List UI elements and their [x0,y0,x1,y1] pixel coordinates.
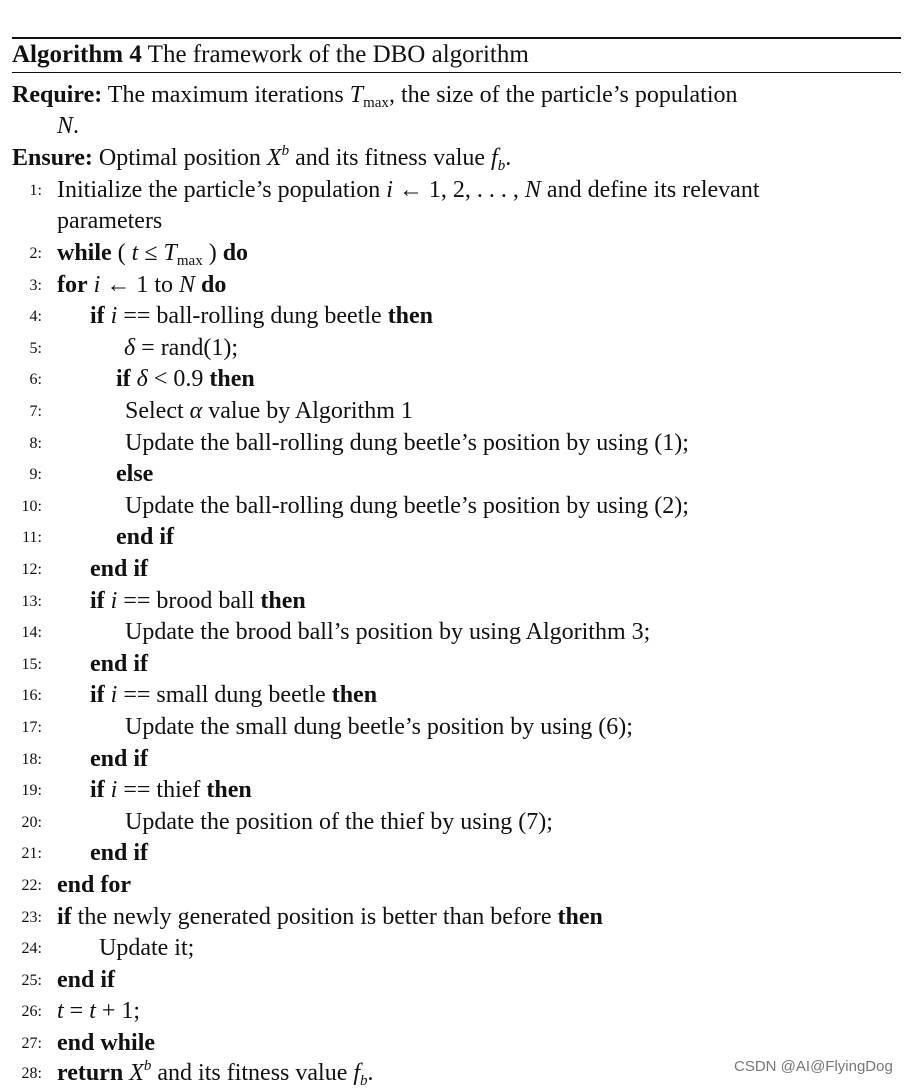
code-text: Update it; [99,935,195,961]
keyword: then [557,904,603,930]
math-var: T [163,240,177,266]
code-text: ( [111,240,132,266]
code-line-25 [12,965,902,996]
line-number: 24: [21,940,42,957]
line-number: 11: [22,529,42,546]
keyword: if [90,303,105,329]
line-number: 8: [29,435,42,452]
code-line-3 [12,270,902,301]
line-number: 27: [21,1035,42,1052]
code-line-13 [12,586,902,617]
code-text: == ball-rolling dung beetle [117,303,388,329]
keyword: if [90,588,105,614]
keyword: then [209,366,255,392]
keyword: do [201,272,227,298]
math-var: X [129,1060,144,1086]
code-text: ≤ [138,240,164,266]
code-text: Update the position of the thief by using (7); [125,809,553,835]
math-var: N [524,177,541,203]
code-line-5 [12,333,902,364]
code-line-14 [12,617,902,648]
keyword: end if [90,651,149,677]
code-line-9 [12,459,902,490]
math-subscript: max [176,253,203,269]
code-line-2 [12,238,902,269]
keyword: do [222,240,249,266]
keyword: then [331,682,378,708]
keyword: then [387,303,434,329]
code-text: ) [202,240,223,266]
keyword: if [116,366,131,392]
code-line-7 [12,396,902,427]
keyword: while [57,240,112,266]
code-text: Initialize the particle’s population [57,177,387,203]
math-subscript: b [360,1073,368,1089]
keyword: end if [57,967,116,993]
code-line-15 [12,649,902,680]
code-text: the newly generated position is better than before [71,904,558,930]
line-number: 3: [29,277,42,294]
line-number: 16: [21,687,42,704]
keyword: end while [57,1030,156,1056]
math-var: f [491,145,498,171]
line-number: 10: [21,498,42,515]
algorithm-label: Algorithm 4 [12,41,142,68]
math-var: i [386,177,393,203]
line-number: 26: [21,1003,42,1020]
math-superscript: b [143,1058,152,1074]
code-text: and define its relevant [540,177,760,203]
line-number: 22: [21,877,42,894]
line-number: 25: [21,972,42,989]
line-number: 17: [21,719,42,736]
code-line-18 [12,744,902,775]
keyword: end if [116,524,175,550]
ensure-text: and its fitness value [289,145,492,171]
line-number: 5: [29,340,42,357]
code-line-4 [12,301,902,332]
code-text: Update the small dung beetle’s position by using (6); [125,714,633,740]
math-var: δ [136,366,148,392]
math-var: t [131,240,139,266]
algorithm-title-text: The framework of the DBO algorithm [147,41,529,68]
code-text: == thief [117,777,207,803]
keyword: end for [57,872,131,898]
line-number: 2: [29,245,42,262]
keyword: end if [90,840,149,866]
code-line-12 [12,554,902,585]
code-text: Select [125,398,190,424]
line-number: 28: [21,1065,42,1082]
code-text: Update the ball-rolling dung beetle’s position by using (2); [125,493,689,519]
code-text: and its fitness value [151,1060,354,1086]
line-number: 12: [21,561,42,578]
keyword: if [57,904,72,930]
math-var: α [189,398,203,424]
math-var: X [266,145,282,171]
code-line-8 [12,428,902,459]
require-line [12,80,902,111]
math-var: i [110,777,118,803]
code-line-26 [12,996,902,1027]
title-rule [12,72,901,73]
ensure-text: Optimal position [98,145,267,171]
keyword: end if [90,556,149,582]
ensure-line [12,143,902,174]
require-keyword: Require: [12,82,103,108]
code-line-24 [12,933,902,964]
keyword: then [206,777,252,803]
math-var: t [89,998,96,1024]
code-text: Update the brood ball’s position by using Algorithm 3; [125,619,651,645]
math-subscript: b [497,158,506,174]
line-number: 7: [29,403,42,420]
math-var: i [93,272,101,298]
code-text: < 0.9 [147,366,210,392]
keyword: else [116,461,154,487]
code-text: ← 1 to [100,272,179,298]
line-number: 18: [21,751,42,768]
code-text: + 1; [95,998,141,1024]
top-rule [12,37,901,39]
math-var: i [110,682,118,708]
code-line-1 [12,175,902,206]
keyword: then [260,588,306,614]
math-var: T [349,82,364,108]
code-line-6 [12,364,902,395]
line-number: 15: [21,656,42,673]
math-var: N [57,113,74,139]
math-var: N [179,272,196,298]
ensure-text: . [505,145,512,171]
math-var: i [110,303,118,329]
watermark-text: CSDN @AI@FlyingDog [734,1058,893,1075]
code-text: parameters [57,208,163,234]
line-number: 21: [21,845,42,862]
math-subscript: max [363,95,389,111]
code-line-10 [12,491,902,522]
code-line-20 [12,807,902,838]
line-number: 13: [21,593,42,610]
code-line-22 [12,870,902,901]
code-text: = [63,998,90,1024]
algorithm-block [12,0,902,1088]
code-line-27 [12,1028,902,1059]
code-line-1-cont [12,206,902,237]
line-number: 1: [29,182,42,199]
code-line-19 [12,775,902,806]
code-text: == brood ball [117,588,261,614]
math-var: t [57,998,64,1024]
code-line-16 [12,680,902,711]
keyword: return [57,1060,124,1086]
require-text: . [73,113,80,139]
code-line-17 [12,712,902,743]
math-var: i [110,588,118,614]
require-text: , the size of the particle’s population [388,82,738,108]
math-var: δ [124,335,136,361]
algorithm-title [12,40,529,70]
math-var: f [353,1060,361,1086]
line-number: 14: [21,624,42,641]
keyword: for [57,272,88,298]
code-text: Update the ball-rolling dung beetle’s position by using (1); [125,430,689,456]
line-number: 23: [21,909,42,926]
code-text: = rand(1); [135,335,238,361]
code-text: == small dung beetle [117,682,332,708]
math-superscript: b [281,143,290,159]
code-text: ← 1, 2, . . . , [392,177,525,203]
code-line-23 [12,902,902,933]
line-number: 20: [21,814,42,831]
code-line-21 [12,838,902,869]
line-number: 9: [29,466,42,483]
require-line-cont [12,111,902,142]
code-text: value by Algorithm 1 [202,398,413,424]
keyword: if [90,777,105,803]
require-text: The maximum iterations [107,82,350,108]
line-number: 19: [21,782,42,799]
code-line-11 [12,522,902,553]
line-number: 4: [29,308,42,325]
keyword: end if [90,746,149,772]
code-text: . [367,1060,374,1086]
keyword: if [90,682,105,708]
ensure-keyword: Ensure: [12,145,93,171]
line-number: 6: [29,371,42,388]
